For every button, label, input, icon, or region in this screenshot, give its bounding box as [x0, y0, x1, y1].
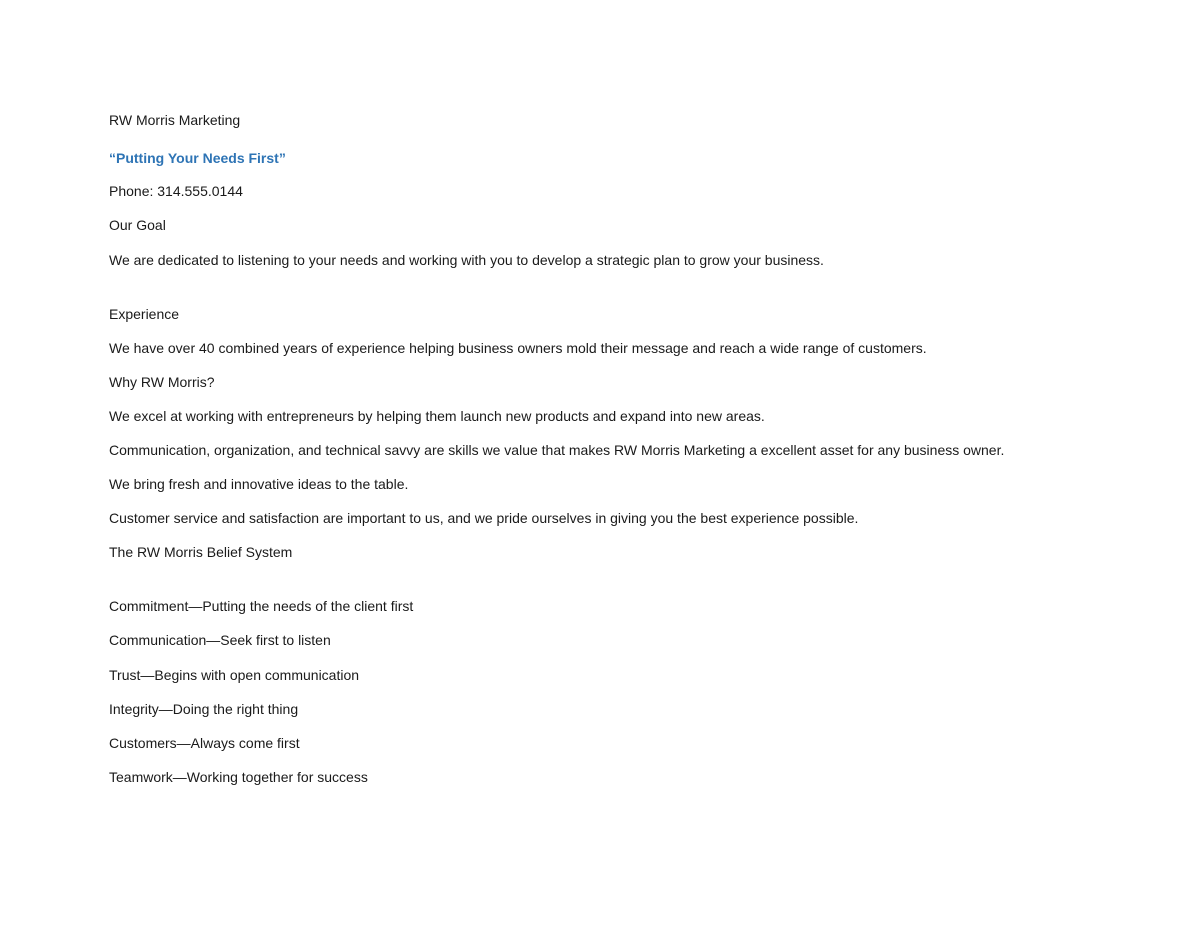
belief-item: Communication—Seek first to listen: [109, 632, 331, 648]
tagline: “Putting Your Needs First”: [109, 150, 286, 166]
belief-item: Integrity—Doing the right thing: [109, 701, 299, 717]
beliefs-heading: The RW Morris Belief System: [109, 544, 293, 560]
goal-text: We are dedicated to listening to your needs and working with you to develop a strategic plan to grow your business.: [109, 252, 824, 268]
goal-heading: Our Goal: [109, 217, 166, 233]
belief-item: Customers—Always come first: [109, 735, 300, 751]
why-heading: Why RW Morris?: [109, 374, 215, 390]
why-point: We excel at working with entrepreneurs by helping them launch new products and expand into new areas.: [109, 408, 765, 424]
belief-item: Teamwork—Working together for success: [109, 769, 368, 785]
phone-number: Phone: 314.555.0144: [109, 183, 243, 199]
why-point: We bring fresh and innovative ideas to the table.: [109, 476, 409, 492]
belief-item: Trust—Begins with open communication: [109, 667, 360, 683]
belief-item: Commitment—Putting the needs of the client first: [109, 598, 414, 614]
experience-text: We have over 40 combined years of experience helping business owners mold their message and reach a wide range of customers.: [109, 340, 927, 356]
experience-heading: Experience: [109, 306, 180, 322]
why-point: Customer service and satisfaction are important to us, and we pride ourselves in giving you the best experience possible.: [109, 510, 859, 526]
company-name: RW Morris Marketing: [109, 112, 241, 128]
why-point: Communication, organization, and technical savvy are skills we value that makes RW Morris Marketing a excellent asset for any business owner.: [109, 442, 1005, 458]
